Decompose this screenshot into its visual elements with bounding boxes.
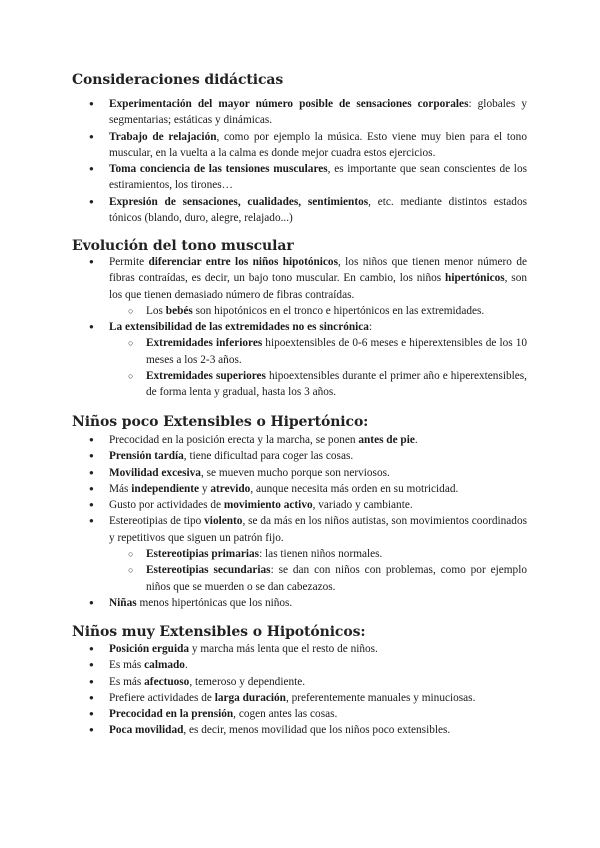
list-item: ● Es más afectuoso, temeroso y dependiente. — [0, 674, 600, 690]
list-item: ● Posición erguida y marcha más lenta que el resto de niños. — [0, 641, 600, 657]
section-heading-evolucion: Evolución del tono muscular — [72, 238, 294, 254]
sub-list-item: ○ Los bebés son hipotónicos en el tronco e hipertónicos en las extremidades. — [0, 303, 600, 319]
sub-list-item: ○ Extremidades inferiores hipoextensibles de 0-6 meses e hiperextensibles de los 10 meses a los 2-3 años. — [0, 335, 600, 368]
list-item: ● La extensibilidad de las extremidades no es sincrónica: — [0, 319, 600, 335]
list-item: ● Poca movilidad, es decir, menos movilidad que los niños poco extensibles. — [0, 722, 600, 738]
list-item: ● Precocidad en la prensión, cogen antes las cosas. — [0, 706, 600, 722]
list-item: ● Prefiere actividades de larga duración, preferentemente manuales y minuciosas. — [0, 690, 600, 706]
list-item: ● Experimentación del mayor número posible de sensaciones corporales: globales y segmentarias; estáticas y dinámicas. — [0, 96, 600, 129]
list-item: ● Estereotipias de tipo violento, se da más en los niños autistas, son movimientos coordinados y repetitivos que siguen un patrón fijo. — [0, 513, 600, 546]
sub-list-item: ○ Estereotipias primarias: las tienen niños normales. — [0, 546, 600, 562]
list-item: ● Niñas menos hipertónicas que los niños. — [0, 595, 600, 611]
sub-list-item: ○ Extremidades superiores hipoextensibles durante el primer año e hiperextensibles, de forma lenta y gradual, hasta los 3 años. — [0, 368, 600, 401]
bullet-list-hipertonico — [0, 432, 600, 611]
section-heading-hipotonicos: Niños muy Extensibles o Hipotónicos: — [72, 624, 366, 640]
section-heading-consideraciones: Consideraciones didácticas — [72, 72, 284, 88]
list-item: ● Trabajo de relajación, como por ejemplo la música. Esto viene muy bien para el tono muscular, en la vuelta a la calma es donde mejor cuadra estos ejercicios. — [0, 129, 600, 162]
list-item: ● Permite diferenciar entre los niños hipotónicos, los niños que tienen menor número de fibras contraídas, es decir, un bajo tono muscular. En cambio, los niños hipertónicos, son los que tienen demasiado número de fibras contraídas. — [0, 254, 600, 303]
list-item: ● Precocidad en la posición erecta y la marcha, se ponen antes de pie. — [0, 432, 600, 448]
bullet-list-consideraciones — [0, 96, 600, 226]
list-item: ● Movilidad excesiva, se mueven mucho porque son nerviosos. — [0, 465, 600, 481]
list-item: ● Gusto por actividades de movimiento activo, variado y cambiante. — [0, 497, 600, 513]
list-item: ● Expresión de sensaciones, cualidades, sentimientos, etc. mediante distintos estados tónicos (blando, duro, alegre, relajado...) — [0, 194, 600, 227]
bullet-list-hipotonicos — [0, 641, 600, 739]
list-item: ● Toma conciencia de las tensiones musculares, es importante que sean conscientes de los estiramientos, los tirones… — [0, 161, 600, 194]
bullet-list-evolucion — [0, 254, 600, 401]
list-item: ● Más independiente y atrevido, aunque necesita más orden en su motricidad. — [0, 481, 600, 497]
list-item: ● Prensión tardía, tiene dificultad para coger las cosas. — [0, 448, 600, 464]
section-heading-hipertonico: Niños poco Extensibles o Hipertónico: — [72, 414, 369, 430]
sub-list-item: ○ Estereotipias secundarias: se dan con niños con problemas, como por ejemplo niños que se muerden o se dan cabezazos. — [0, 562, 600, 595]
list-item: ● Es más calmado. — [0, 657, 600, 673]
